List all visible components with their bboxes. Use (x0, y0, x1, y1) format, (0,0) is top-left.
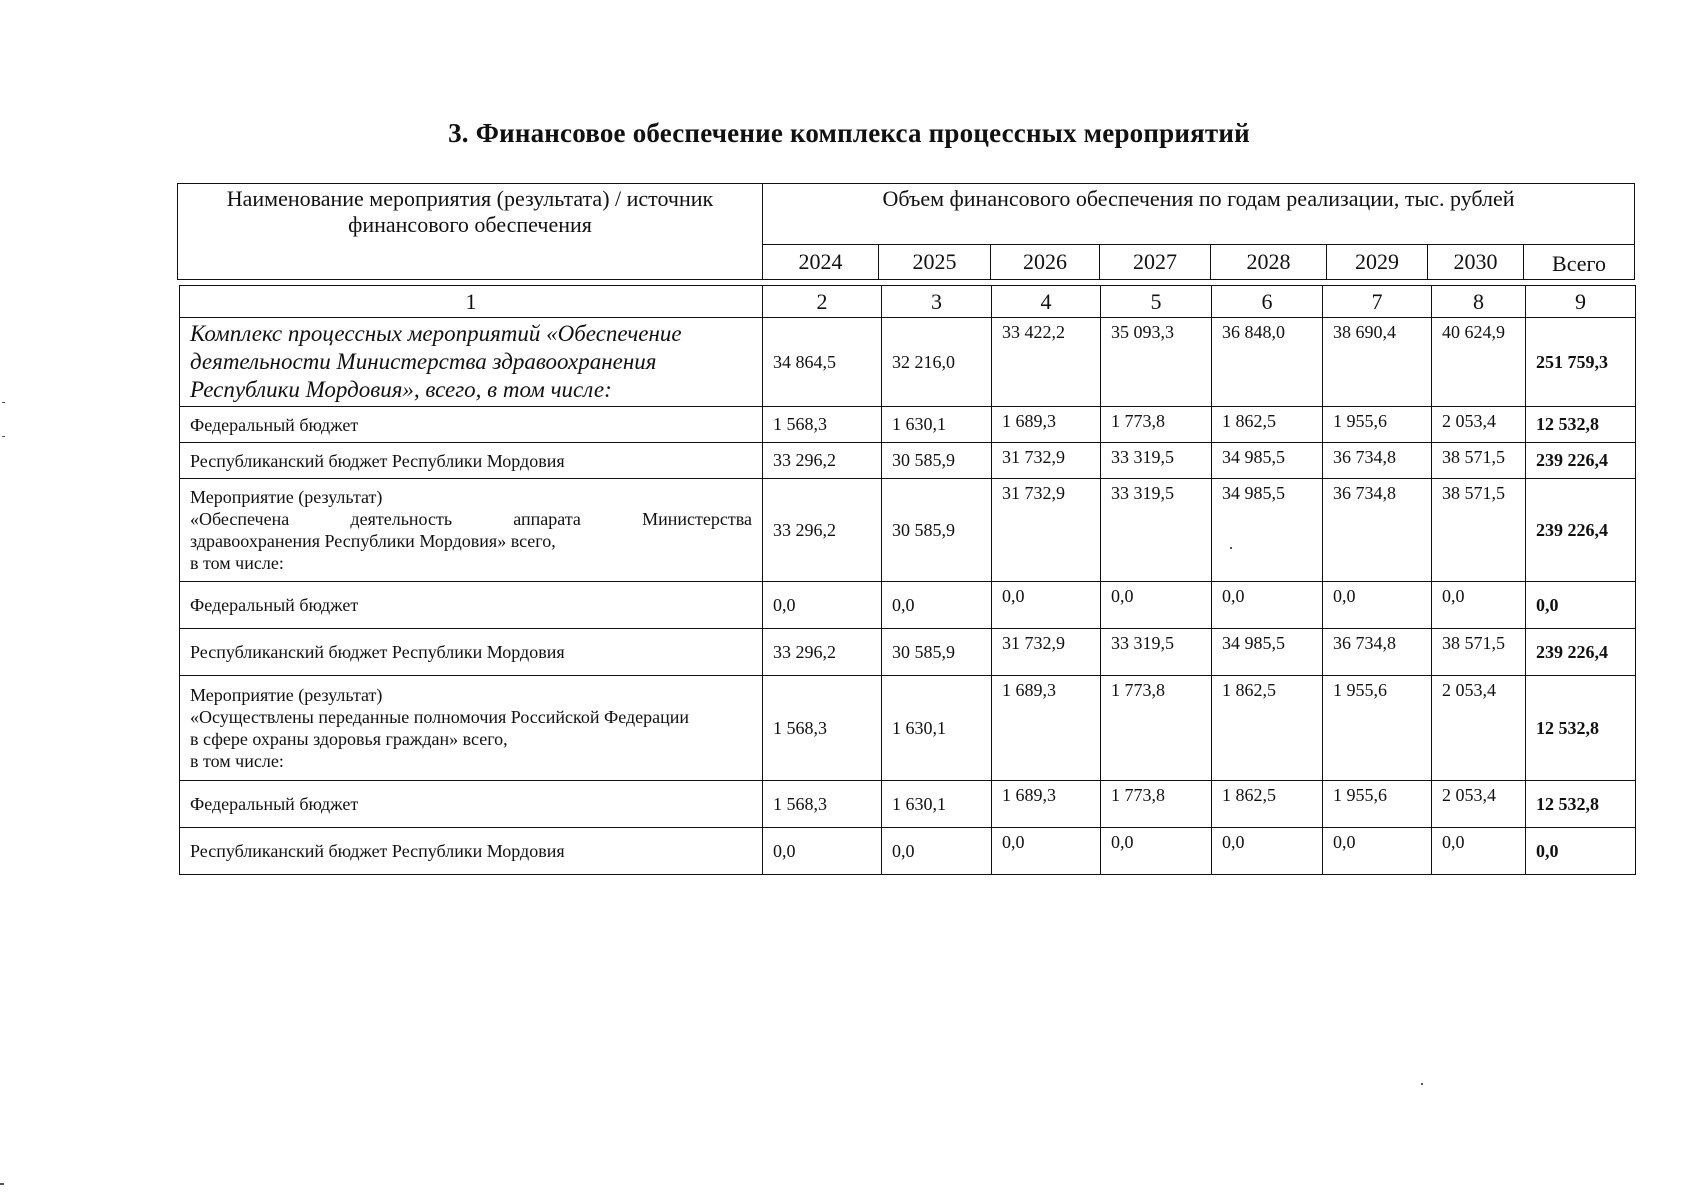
header-volume-column: Объем финансового обеспечения по годам реализации, тыс. рублей (763, 184, 1635, 245)
value-cell: 33 319,5 (1101, 443, 1212, 479)
table-row (180, 582, 1636, 629)
value-cell: 34 985,5 (1212, 629, 1323, 676)
value-cell: 34 864,5 (763, 318, 882, 407)
table-body (179, 285, 1636, 875)
table-row (180, 318, 1636, 407)
value-cell: 0,0 (763, 582, 882, 629)
column-number: 6 (1212, 286, 1323, 318)
value-cell: 38 571,5 (1432, 479, 1526, 582)
value-cell: 1 689,3 (992, 407, 1101, 443)
column-number: 2 (763, 286, 882, 318)
value-cell: 33 422,2 (992, 318, 1101, 407)
row-name: Республиканский бюджет Республики Мордовия (180, 629, 763, 676)
total-cell: 0,0 (1526, 582, 1636, 629)
row-name: Федеральный бюджет (180, 407, 763, 443)
header-year: 2024 (763, 245, 879, 280)
table-row (180, 407, 1636, 443)
value-cell: 1 955,6 (1323, 781, 1432, 828)
value-cell: 1 630,1 (882, 781, 992, 828)
row-name-line: в том числе: (190, 553, 284, 573)
column-number: 9 (1526, 286, 1636, 318)
row-name-line: Комплекс процессных мероприятий «Обеспечение (190, 321, 682, 346)
value-cell: 38 571,5 (1432, 443, 1526, 479)
total-cell: 0,0 (1526, 828, 1636, 875)
value-cell: 0,0 (1323, 582, 1432, 629)
value-cell: 38 571,5 (1432, 629, 1526, 676)
value-cell: 34 985,5 (1212, 443, 1323, 479)
row-name-line: здравоохранения Республики Мордовия» всего, (190, 531, 556, 551)
row-name: Федеральный бюджет (180, 582, 763, 629)
value-cell: 1 689,3 (992, 781, 1101, 828)
row-name-line: деятельности Министерства здравоохранения (190, 349, 657, 374)
header-total: Всего (1524, 245, 1635, 280)
table-row (180, 781, 1636, 828)
value-cell: 1 773,8 (1101, 676, 1212, 781)
row-name (180, 676, 763, 781)
value-cell: 0,0 (1432, 582, 1526, 629)
value-cell: 0,0 (1101, 828, 1212, 875)
row-name-line: Республики Мордовия», всего, в том числе: (190, 377, 612, 402)
row-name-line: в том числе: (190, 751, 284, 771)
value-cell: 2 053,4 (1432, 781, 1526, 828)
total-cell: 12 532,8 (1526, 676, 1636, 781)
value-cell: 0,0 (763, 828, 882, 875)
value-cell: 40 624,9 (1432, 318, 1526, 407)
header-year: 2027 (1100, 245, 1211, 280)
value-cell: 33 296,2 (763, 479, 882, 582)
value-cell: 33 296,2 (763, 443, 882, 479)
row-name (180, 479, 763, 582)
value-cell: 0,0 (882, 582, 992, 629)
row-name: Республиканский бюджет Республики Мордовия (180, 828, 763, 875)
value-cell: 0,0 (1101, 582, 1212, 629)
total-cell: 12 532,8 (1526, 781, 1636, 828)
value-cell: 34 985,5 (1212, 479, 1323, 582)
value-cell: 31 732,9 (992, 629, 1101, 676)
value-cell: 1 773,8 (1101, 781, 1212, 828)
row-name-line: «Осуществлены переданные полномочия Российской Федерации (190, 707, 690, 727)
value-cell: 1 568,3 (763, 407, 882, 443)
value-cell: 1 568,3 (763, 781, 882, 828)
page-title: 3. Финансовое обеспечение комплекса процессных мероприятий (448, 118, 1250, 148)
value-cell: 1 955,6 (1323, 407, 1432, 443)
row-name-line: Мероприятие (результат) (190, 487, 383, 507)
table-header (177, 183, 1635, 280)
total-cell: 12 532,8 (1526, 407, 1636, 443)
value-cell: 1 862,5 (1212, 407, 1323, 443)
column-number: 8 (1432, 286, 1526, 318)
table-row (180, 629, 1636, 676)
column-number: 3 (882, 286, 992, 318)
row-name: Федеральный бюджет (180, 781, 763, 828)
row-name (180, 318, 763, 407)
column-number: 1 (180, 286, 763, 318)
value-cell: 1 630,1 (882, 676, 992, 781)
row-name-line: «Обеспечена деятельность аппарата Министерства (190, 509, 752, 529)
column-numbers-row (180, 286, 1636, 318)
value-cell: 36 848,0 (1212, 318, 1323, 407)
row-name: Республиканский бюджет Республики Мордовия (180, 443, 763, 479)
total-cell: 251 759,3 (1526, 318, 1636, 407)
header-name-column: Наименование мероприятия (результата) / источник финансового обеспечения (178, 184, 763, 280)
value-cell: 0,0 (992, 582, 1101, 629)
value-cell: 1 773,8 (1101, 407, 1212, 443)
total-cell: 239 226,4 (1526, 443, 1636, 479)
column-number: 5 (1101, 286, 1212, 318)
value-cell: 36 734,8 (1323, 629, 1432, 676)
value-cell: 35 093,3 (1101, 318, 1212, 407)
row-name-line: Мероприятие (результат) (190, 685, 383, 705)
value-cell: 31 732,9 (992, 479, 1101, 582)
value-cell: 0,0 (992, 828, 1101, 875)
value-cell: 33 319,5 (1101, 479, 1212, 582)
value-cell: 36 734,8 (1323, 443, 1432, 479)
value-cell: 0,0 (1323, 828, 1432, 875)
row-name-line: в сфере охраны здоровья граждан» всего, (190, 729, 508, 749)
value-cell: 31 732,9 (992, 443, 1101, 479)
value-cell: 30 585,9 (882, 629, 992, 676)
value-cell: 33 296,2 (763, 629, 882, 676)
value-cell: 36 734,8 (1323, 479, 1432, 582)
value-cell: 1 862,5 (1212, 676, 1323, 781)
value-cell: 32 216,0 (882, 318, 992, 407)
value-cell: 30 585,9 (882, 443, 992, 479)
header-year: 2029 (1327, 245, 1428, 280)
value-cell: 38 690,4 (1323, 318, 1432, 407)
header-year: 2030 (1428, 245, 1524, 280)
total-cell: 239 226,4 (1526, 479, 1636, 582)
total-cell: 239 226,4 (1526, 629, 1636, 676)
table-row (180, 443, 1636, 479)
value-cell: 1 568,3 (763, 676, 882, 781)
header-year: 2028 (1211, 245, 1327, 280)
header-year: 2026 (991, 245, 1100, 280)
value-cell: 2 053,4 (1432, 407, 1526, 443)
value-cell: 0,0 (1212, 582, 1323, 629)
value-cell: 0,0 (882, 828, 992, 875)
value-cell: 2 053,4 (1432, 676, 1526, 781)
value-cell: 1 689,3 (992, 676, 1101, 781)
value-cell: 1 862,5 (1212, 781, 1323, 828)
table-row (180, 676, 1636, 781)
table-row (180, 479, 1636, 582)
table-row (180, 828, 1636, 875)
header-year: 2025 (879, 245, 991, 280)
value-cell: 1 630,1 (882, 407, 992, 443)
value-cell: 0,0 (1212, 828, 1323, 875)
value-cell: 0,0 (1432, 828, 1526, 875)
column-number: 7 (1323, 286, 1432, 318)
value-cell: 33 319,5 (1101, 629, 1212, 676)
column-number: 4 (992, 286, 1101, 318)
value-cell: 1 955,6 (1323, 676, 1432, 781)
value-cell: 30 585,9 (882, 479, 992, 582)
